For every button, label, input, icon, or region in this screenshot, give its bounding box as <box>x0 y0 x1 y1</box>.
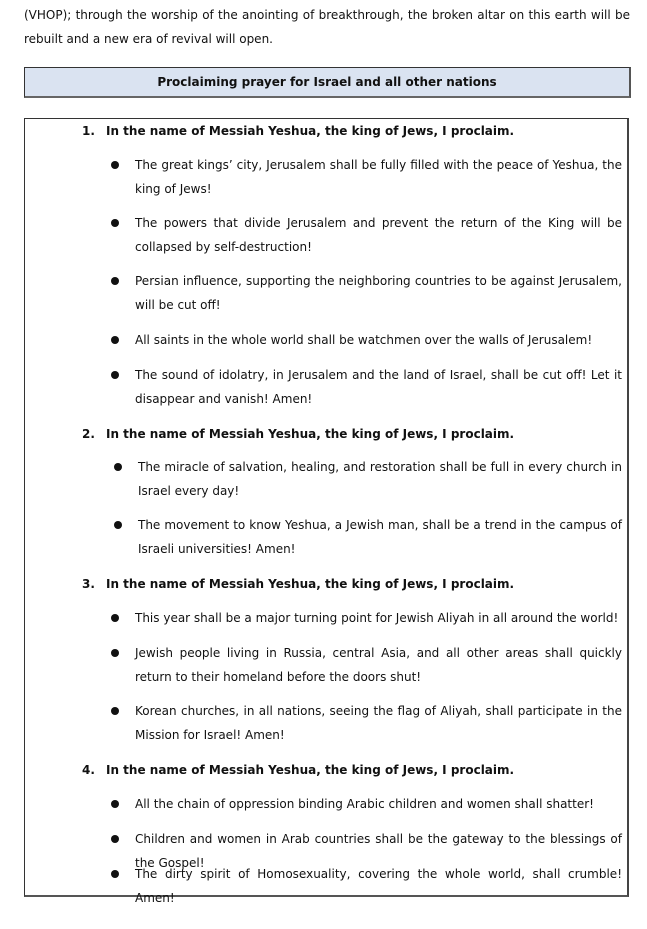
list-item-text: The movement to know Yeshua, a Jewish man, shall be a trend in the campus of Israeli universities! Amen! <box>138 518 622 556</box>
list-item-text: The dirty spirit of Homosexuality, covering the whole world, shall crumble! Amen! <box>135 867 622 905</box>
section-4-heading <box>82 760 514 780</box>
intro-paragraph: (VHOP); through the worship of the anointing of breakthrough, the broken altar on this earth will be rebuilt and a new era of revival will open. <box>24 8 630 46</box>
bullet-icon <box>114 521 122 529</box>
section-title: In the name of Messiah Yeshua, the king of Jews, I proclaim. <box>106 124 515 138</box>
bullet-icon <box>111 336 119 344</box>
list-item-text: This year shall be a major turning point for Jewish Aliyah in all around the world! <box>135 611 619 625</box>
section-title: In the name of Messiah Yeshua, the king of Jews, I proclaim. <box>106 427 515 441</box>
section-heading: Proclaiming prayer for Israel and all other nations <box>157 75 497 89</box>
section-title: In the name of Messiah Yeshua, the king of Jews, I proclaim. <box>106 763 515 777</box>
list-item-text: The sound of idolatry, in Jerusalem and the land of Israel, shall be cut off! Let it disappear and vanish! Amen! <box>135 368 622 406</box>
section-number: 2. <box>82 427 95 441</box>
list-item-text: The great kings’ city, Jerusalem shall be fully filled with the peace of Yeshua, the king of Jews! <box>135 158 622 196</box>
list-item-text: Children and women in Arab countries shall be the gateway to the blessings of the Gospel! <box>135 832 622 870</box>
list-item-text: All saints in the whole world shall be watchmen over the walls of Jerusalem! <box>135 333 593 347</box>
section-heading-box <box>24 67 631 98</box>
bullet-icon <box>114 463 122 471</box>
section-number: 1. <box>82 124 95 138</box>
bullet-icon <box>111 800 119 808</box>
bullet-icon <box>111 277 119 285</box>
bullet-icon <box>111 835 119 843</box>
list-item-text: Korean churches, in all nations, seeing the flag of Aliyah, shall participate in the Mission for Israel! Amen! <box>135 704 622 742</box>
list-item-text: Jewish people living in Russia, central Asia, and all other areas shall quickly return to their homeland before the doors shut! <box>135 646 622 684</box>
list-item-text: The powers that divide Jerusalem and prevent the return of the King will be collapsed by self-destruction! <box>135 216 622 254</box>
list-item-text: Persian influence, supporting the neighboring countries to be against Jerusalem, will be cut off! <box>135 274 622 312</box>
section-2-heading <box>82 424 514 444</box>
bullet-icon <box>111 870 119 878</box>
list-item-text: All the chain of oppression binding Arabic children and women shall shatter! <box>135 797 594 811</box>
bullet-icon <box>111 161 119 169</box>
section-1-heading <box>82 121 514 141</box>
section-number: 4. <box>82 763 95 777</box>
bullet-icon <box>111 219 119 227</box>
list-item-text: The miracle of salvation, healing, and restoration shall be full in every church in Israel every day! <box>138 460 622 498</box>
bullet-icon <box>111 614 119 622</box>
section-title: In the name of Messiah Yeshua, the king of Jews, I proclaim. <box>106 577 515 591</box>
bullet-icon <box>111 371 119 379</box>
section-3-heading <box>82 574 514 594</box>
section-number: 3. <box>82 577 95 591</box>
bullet-icon <box>111 707 119 715</box>
bullet-icon <box>111 649 119 657</box>
